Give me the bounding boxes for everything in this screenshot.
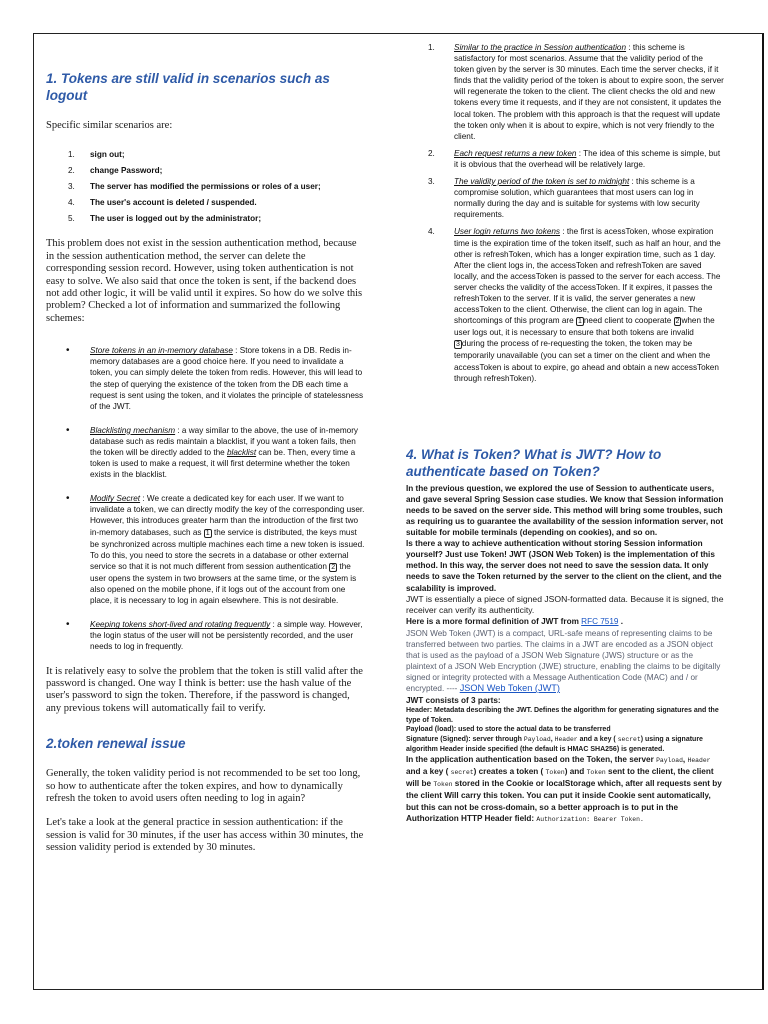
list-item: • Modify Secret : We create a dedicated key for each user. If we want to invalidate a token, we can directly modify the key of the corresponding user. However, this introduces greater harm than the introduction of the first two in-memory databases, such as 1 the service is distributed, the keys must be synchronized across multiple machines each time a new token is issued. To do this, you need to store the secrets in a database or other external service so that it is not much different from session authentication 2 the user opens the system in two browsers at the same time, or the system is also opened on the mobile phone, if it logs out of the account from one place, it is necessary to log in again elsewhere. This is not desirable. [66, 493, 365, 606]
jwt-part-payload: Payload (load): used to store the actual data to be transferred [406, 726, 611, 734]
session-practice-paragraph: Let's take a look at the general practice in session authentication: if the session is valid for 30 minutes, if the user has access within 30 minutes, the session validity period is extended by 30 minutes. [46, 817, 364, 854]
section-heading-logout: 1. Tokens are still valid in scenarios such as logout [46, 71, 330, 103]
list-item: 1. Similar to the practice in Session authentication : this scheme is satisfactory for most scenarios. Assume that the validity period of the token given by the server is 30 minutes. Each time the server checks, if it finds that the validity period of the token is about to expire soon, the server will regenerate the token to the client. The client checks the old and new tokens every time it requests, and if they are not consistent, it updates the local token. The problem with this approach is that the request will update the token only when it is about to expire, which is not very friendly to the client. [428, 43, 724, 141]
list-item: 2. change Password; [68, 166, 163, 176]
list-item: 2. Each request returns a new token : The idea of this scheme is simple, but it is obvious that the overhead will be relatively large. [428, 148, 721, 169]
jwt-parts-heading: JWT consists of 3 parts: [406, 696, 501, 706]
list-item: • Keeping tokens short-lived and rotating frequently : a simple way. However, the login status of the user will not be persistently recorded, and the user needs to log in frequently. [66, 619, 363, 652]
list-item: 5. The user is logged out by the administrator; [68, 214, 262, 224]
list-item: 4. The user's account is deleted / suspended. [68, 198, 257, 208]
logout-explanation: This problem does not exist in the session authentication method, because in the session authentication method, the server can delete the corresponding session record. However, using token authentication is not easy to solve. We also said that once the token is sent, if the backend does not add other logic, it will be valid until it expires. So how do we solve this problem? Checked a lot of information and summarized the following schemes: [46, 238, 363, 324]
list-item: 4. User login returns two tokens : the first is acessToken, whose expiration time is the expiration time of the token itself, such as half an hour, and the other is refreshToken, which has a longer expiration time, such as 1 day. After the client logs in, the accessToken and refreshToken are saved locally, and the accessToken is passed to the server for each access. The server checks the validity of the accessToken. If it expires, it passes the refreshToken to the server. If it is valid, the server generates a new accessToken to the client. Otherwise, the client can log in again. The shortcomings of this program are 1 need client to cooperate 2 when the user logs out, it is necessary to ensure that both tokens are invalid 3 during the process of re-requesting the token, the token may be temporarily unavailable (you can set a timer on the client and when the accessToken is about to expire, go ahead and obtain a new accessToken through refreshToken). [428, 227, 721, 383]
section-heading-renewal: 2.token renewal issue [46, 736, 186, 752]
password-hash-paragraph: It is relatively easy to solve the problem that the token is still valid after the password is changed. One way I think is better: use the hash value of the user's password to sign the token. Therefore, if the password is changed, any previous tokens will automatically fail to verify. [46, 665, 363, 714]
token-application-paragraph: In the application authentication based on the Token, the server Payload, Header and a key ( secret) creates a token ( Token) and Token sent to the client, the client will be Token stored in the Cookie or localStorage which, after all requests sent by the client Will carry this token. You can put it inside Cookie sent automatically, but this can not be cross-domain, so a better approach is to put in the Authorization HTTP Header field: Authorization: Bearer Token. [406, 755, 722, 823]
jwt-part-header: Header: Metadata describing the JWT. Defines the algorithm for generating signatures and the type of Token. [406, 707, 719, 724]
rfc-quote: JSON Web Token (JWT) is a compact, URL-safe means of representing claims to be transferred between two parties. The claims in a JWT are encoded as a JSON object that is used as the payload of a JSON Web Signature (JWS) structure or as the plaintext of a JSON Web Encryption (JWE) structure, enabling the claims to be digitally signed or integrity protected with a Message Authentication Code (MAC) and / or encrypted. ---- JSON Web Token (JWT) [406, 628, 721, 694]
jwt-part-signature: Signature (Signed): server through Payload, Header and a key ( secret) using a signature algorithm Header inside specified (the default is HMAC SHA256) is generated. [406, 736, 703, 753]
scenarios-intro: Specific similar scenarios are: [46, 120, 173, 131]
renewal-scheme-list [406, 42, 724, 384]
right-column [406, 42, 724, 972]
section-heading-jwt: 4. What is Token? What is JWT? How to authenticate based on Token? [406, 446, 662, 479]
list-item: 3. The validity period of the token is set to midnight : this scheme is a compromise solution, which guarantees that most users can log in normally during the day and is suitable for systems with low security requirements. [428, 177, 700, 220]
previous-question-paragraph: In the previous question, we explored the use of Session to authenticate users, and gave several Spring Session case studies. We know that Session information needs to be saved on the server side. This method will bring some troubles, such as requiring us to guarantee the availability of the session information server, not suitable for mobile terminals (depending on cookies), and so on. [406, 483, 724, 538]
rfc-line: Here is a more formal definition of JWT from RFC 7519 . [406, 617, 624, 627]
list-item: • Store tokens in an in-memory database : Store tokens in a DB. Redis in-memory databases are a good choice here. If you need to invalidate a token, you can simply delete the token from redis. However, this will lead to the step of querying the existence of the token from the DB each time a request is sent using the token, and it violates the principle of statelessness of the JWT. [66, 345, 364, 411]
left-column [46, 56, 366, 976]
jwt-spec-link[interactable]: JSON Web Token (JWT) [459, 683, 560, 694]
bullet-icon: • [66, 619, 70, 631]
jwt-definition-paragraph: JWT is essentially a piece of signed JSON-formatted data. Because it is signed, the receiver can verify its authenticity. [406, 593, 724, 616]
bullet-icon: • [66, 424, 70, 436]
scheme-list [46, 345, 366, 652]
list-item: 3. The server has modified the permissions or roles of a user; [68, 182, 321, 192]
bullet-icon: • [66, 493, 70, 505]
list-item: 1. sign out; [68, 150, 125, 160]
token-approach-paragraph: Is there a way to achieve authentication without storing Session information yourself? Just use Token! JWT (JSON Web Token) is the implementation of this method. In this way, the server does not need to save the session data. It only needs to save the Token returned by the server to the client on the client, and the scalability is improved. [406, 539, 722, 593]
authorization-header-code: Authorization: Bearer Token. [536, 815, 644, 823]
renewal-paragraph: Generally, the token validity period is not recommended to be set too long, so how to authenticate after the token expires, and how to dynamically refresh the token to avoid users often needing to log in again? [46, 768, 361, 804]
scenario-list [46, 149, 366, 224]
bullet-icon: • [66, 345, 70, 357]
list-item: • Blacklisting mechanism : a way similar to the above, the use of in-memory database such as redis maintain a blacklist, if you want a token fails, then the token will be directly added to the blacklist can be. Then, every time a token is used to make a request, it will first determine whether the token exists in the blacklist. [66, 424, 359, 480]
rfc-link[interactable]: RFC 7519 [581, 617, 619, 627]
